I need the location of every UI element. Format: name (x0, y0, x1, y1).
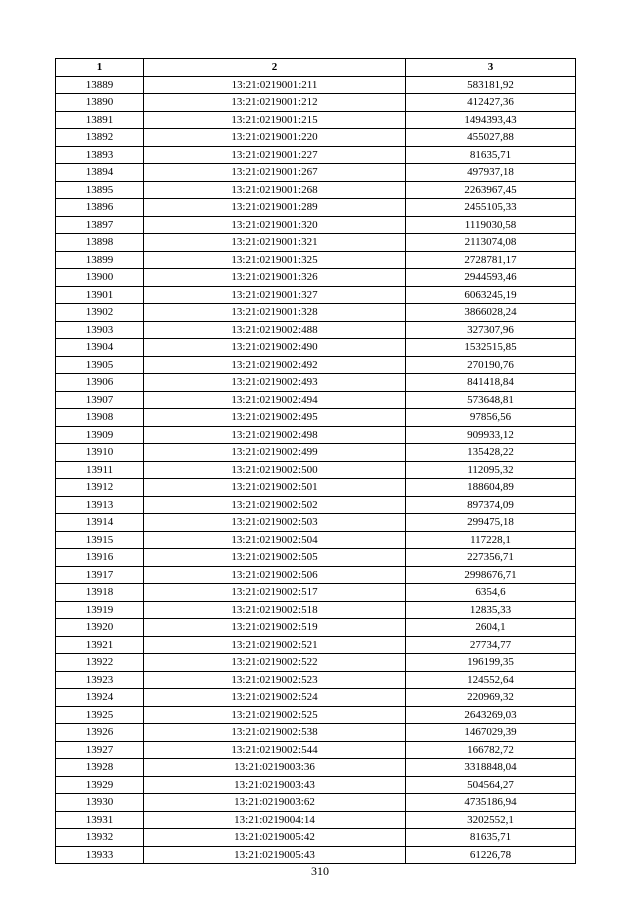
table-row (56, 304, 576, 322)
cadastral-number-cell: 13:21:0219002:517 (144, 584, 406, 602)
cadastral-number-cell: 13:21:0219001:268 (144, 181, 406, 199)
table-row (56, 339, 576, 357)
cadastral-number-cell: 13:21:0219002:506 (144, 566, 406, 584)
row-number-cell: 13930 (56, 794, 144, 812)
table-row (56, 479, 576, 497)
cadastral-number-cell: 13:21:0219002:495 (144, 409, 406, 427)
table-row (56, 776, 576, 794)
row-number-cell: 13893 (56, 146, 144, 164)
cadastral-number-cell: 13:21:0219002:523 (144, 671, 406, 689)
cadastral-number-cell: 13:21:0219001:325 (144, 251, 406, 269)
value-cell: 841418,84 (406, 374, 576, 392)
value-cell: 1532515,85 (406, 339, 576, 357)
cadastral-number-cell: 13:21:0219002:499 (144, 444, 406, 462)
cadastral-number-cell: 13:21:0219001:289 (144, 199, 406, 217)
row-number-cell: 13924 (56, 689, 144, 707)
value-cell: 455027,88 (406, 129, 576, 147)
cadastral-number-cell: 13:21:0219001:211 (144, 76, 406, 94)
value-cell: 124552,64 (406, 671, 576, 689)
table-row (56, 199, 576, 217)
row-number-cell: 13910 (56, 444, 144, 462)
table-row (56, 286, 576, 304)
table-row (56, 794, 576, 812)
row-number-cell: 13931 (56, 811, 144, 829)
cadastral-number-cell: 13:21:0219002:494 (144, 391, 406, 409)
row-number-cell: 13890 (56, 94, 144, 112)
value-cell: 135428,22 (406, 444, 576, 462)
table-row (56, 409, 576, 427)
table-row (56, 759, 576, 777)
row-number-cell: 13917 (56, 566, 144, 584)
table-row (56, 689, 576, 707)
cadastral-number-cell: 13:21:0219001:326 (144, 269, 406, 287)
cadastral-number-cell: 13:21:0219003:62 (144, 794, 406, 812)
value-cell: 3318848,04 (406, 759, 576, 777)
table-row (56, 829, 576, 847)
value-cell: 6063245,19 (406, 286, 576, 304)
table-row (56, 374, 576, 392)
row-number-cell: 13896 (56, 199, 144, 217)
table-row (56, 671, 576, 689)
table-row (56, 426, 576, 444)
row-number-cell: 13891 (56, 111, 144, 129)
table-row (56, 461, 576, 479)
table-row (56, 566, 576, 584)
cadastral-number-cell: 13:21:0219002:522 (144, 654, 406, 672)
table-row (56, 164, 576, 182)
table-row (56, 76, 576, 94)
value-cell: 166782,72 (406, 741, 576, 759)
cadastral-number-cell: 13:21:0219002:538 (144, 724, 406, 742)
row-number-cell: 13920 (56, 619, 144, 637)
row-number-cell: 13926 (56, 724, 144, 742)
value-cell: 2944593,46 (406, 269, 576, 287)
row-number-cell: 13928 (56, 759, 144, 777)
value-cell: 2455105,33 (406, 199, 576, 217)
table-row (56, 129, 576, 147)
cadastral-number-cell: 13:21:0219002:498 (144, 426, 406, 444)
cadastral-number-cell: 13:21:0219002:519 (144, 619, 406, 637)
row-number-cell: 13892 (56, 129, 144, 147)
table-row (56, 234, 576, 252)
table-row (56, 181, 576, 199)
table-row (56, 811, 576, 829)
row-number-cell: 13901 (56, 286, 144, 304)
row-number-cell: 13900 (56, 269, 144, 287)
value-cell: 81635,71 (406, 146, 576, 164)
value-cell: 97856,56 (406, 409, 576, 427)
value-cell: 412427,36 (406, 94, 576, 112)
table-row (56, 444, 576, 462)
value-cell: 117228,1 (406, 531, 576, 549)
value-cell: 220969,32 (406, 689, 576, 707)
table-row (56, 94, 576, 112)
value-cell: 6354,6 (406, 584, 576, 602)
cadastral-number-cell: 13:21:0219002:492 (144, 356, 406, 374)
cadastral-number-cell: 13:21:0219002:524 (144, 689, 406, 707)
table-row (56, 111, 576, 129)
value-cell: 2604,1 (406, 619, 576, 637)
row-number-cell: 13915 (56, 531, 144, 549)
value-cell: 227356,71 (406, 549, 576, 567)
table-header (56, 59, 576, 77)
data-table (55, 58, 576, 864)
table-row (56, 269, 576, 287)
cadastral-number-cell: 13:21:0219003:43 (144, 776, 406, 794)
row-number-cell: 13921 (56, 636, 144, 654)
table-row (56, 584, 576, 602)
value-cell: 583181,92 (406, 76, 576, 94)
value-cell: 1119030,58 (406, 216, 576, 234)
table-row (56, 251, 576, 269)
value-cell: 12835,33 (406, 601, 576, 619)
cadastral-number-cell: 13:21:0219002:505 (144, 549, 406, 567)
table-row (56, 321, 576, 339)
cadastral-number-cell: 13:21:0219002:502 (144, 496, 406, 514)
table-row (56, 619, 576, 637)
value-cell: 1467029,39 (406, 724, 576, 742)
value-cell: 188604,89 (406, 479, 576, 497)
row-number-cell: 13908 (56, 409, 144, 427)
column-header-3: 3 (406, 59, 576, 77)
cadastral-number-cell: 13:21:0219002:521 (144, 636, 406, 654)
page-number: 310 (311, 864, 329, 878)
cadastral-number-cell: 13:21:0219001:320 (144, 216, 406, 234)
row-number-cell: 13899 (56, 251, 144, 269)
cadastral-number-cell: 13:21:0219002:525 (144, 706, 406, 724)
row-number-cell: 13913 (56, 496, 144, 514)
value-cell: 504564,27 (406, 776, 576, 794)
row-number-cell: 13904 (56, 339, 144, 357)
value-cell: 61226,78 (406, 846, 576, 864)
cadastral-number-cell: 13:21:0219004:14 (144, 811, 406, 829)
cadastral-number-cell: 13:21:0219003:36 (144, 759, 406, 777)
cadastral-number-cell: 13:21:0219002:504 (144, 531, 406, 549)
cadastral-number-cell: 13:21:0219001:212 (144, 94, 406, 112)
value-cell: 4735186,94 (406, 794, 576, 812)
table-row (56, 706, 576, 724)
row-number-cell: 13922 (56, 654, 144, 672)
row-number-cell: 13895 (56, 181, 144, 199)
row-number-cell: 13919 (56, 601, 144, 619)
row-number-cell: 13906 (56, 374, 144, 392)
table-body (56, 76, 576, 864)
row-number-cell: 13929 (56, 776, 144, 794)
value-cell: 2113074,08 (406, 234, 576, 252)
value-cell: 27734,77 (406, 636, 576, 654)
row-number-cell: 13898 (56, 234, 144, 252)
column-header-2: 2 (144, 59, 406, 77)
row-number-cell: 13925 (56, 706, 144, 724)
value-cell: 573648,81 (406, 391, 576, 409)
row-number-cell: 13912 (56, 479, 144, 497)
row-number-cell: 13923 (56, 671, 144, 689)
value-cell: 2998676,71 (406, 566, 576, 584)
value-cell: 1494393,43 (406, 111, 576, 129)
cadastral-number-cell: 13:21:0219001:227 (144, 146, 406, 164)
cadastral-number-cell: 13:21:0219001:327 (144, 286, 406, 304)
table-row (56, 356, 576, 374)
value-cell: 897374,09 (406, 496, 576, 514)
table-row (56, 549, 576, 567)
row-number-cell: 13927 (56, 741, 144, 759)
cadastral-number-cell: 13:21:0219002:518 (144, 601, 406, 619)
table-row (56, 531, 576, 549)
cadastral-number-cell: 13:21:0219001:215 (144, 111, 406, 129)
cadastral-number-cell: 13:21:0219002:501 (144, 479, 406, 497)
table-row (56, 496, 576, 514)
value-cell: 112095,32 (406, 461, 576, 479)
row-number-cell: 13933 (56, 846, 144, 864)
row-number-cell: 13903 (56, 321, 144, 339)
value-cell: 2728781,17 (406, 251, 576, 269)
cadastral-number-cell: 13:21:0219002:490 (144, 339, 406, 357)
column-header-1: 1 (56, 59, 144, 77)
table-row (56, 146, 576, 164)
cadastral-number-cell: 13:21:0219005:43 (144, 846, 406, 864)
cadastral-number-cell: 13:21:0219002:493 (144, 374, 406, 392)
value-cell: 3866028,24 (406, 304, 576, 322)
row-number-cell: 13911 (56, 461, 144, 479)
value-cell: 2263967,45 (406, 181, 576, 199)
table-row (56, 636, 576, 654)
row-number-cell: 13914 (56, 514, 144, 532)
cadastral-number-cell: 13:21:0219002:544 (144, 741, 406, 759)
value-cell: 196199,35 (406, 654, 576, 672)
cadastral-number-cell: 13:21:0219002:488 (144, 321, 406, 339)
row-number-cell: 13905 (56, 356, 144, 374)
cadastral-number-cell: 13:21:0219001:321 (144, 234, 406, 252)
table-header-row (56, 59, 576, 77)
row-number-cell: 13916 (56, 549, 144, 567)
cadastral-number-cell: 13:21:0219001:267 (144, 164, 406, 182)
row-number-cell: 13932 (56, 829, 144, 847)
value-cell: 81635,71 (406, 829, 576, 847)
row-number-cell: 13918 (56, 584, 144, 602)
cadastral-number-cell: 13:21:0219001:220 (144, 129, 406, 147)
table-row (56, 741, 576, 759)
table-row (56, 391, 576, 409)
row-number-cell: 13897 (56, 216, 144, 234)
value-cell: 909933,12 (406, 426, 576, 444)
row-number-cell: 13889 (56, 76, 144, 94)
value-cell: 270190,76 (406, 356, 576, 374)
value-cell: 2643269,03 (406, 706, 576, 724)
value-cell: 497937,18 (406, 164, 576, 182)
cadastral-number-cell: 13:21:0219005:42 (144, 829, 406, 847)
value-cell: 3202552,1 (406, 811, 576, 829)
table-row (56, 514, 576, 532)
value-cell: 299475,18 (406, 514, 576, 532)
row-number-cell: 13907 (56, 391, 144, 409)
table-row (56, 216, 576, 234)
table-row (56, 654, 576, 672)
row-number-cell: 13894 (56, 164, 144, 182)
value-cell: 327307,96 (406, 321, 576, 339)
cadastral-number-cell: 13:21:0219002:503 (144, 514, 406, 532)
table-row (56, 601, 576, 619)
table-row (56, 724, 576, 742)
table-row (56, 846, 576, 864)
row-number-cell: 13902 (56, 304, 144, 322)
cadastral-number-cell: 13:21:0219001:328 (144, 304, 406, 322)
cadastral-number-cell: 13:21:0219002:500 (144, 461, 406, 479)
row-number-cell: 13909 (56, 426, 144, 444)
